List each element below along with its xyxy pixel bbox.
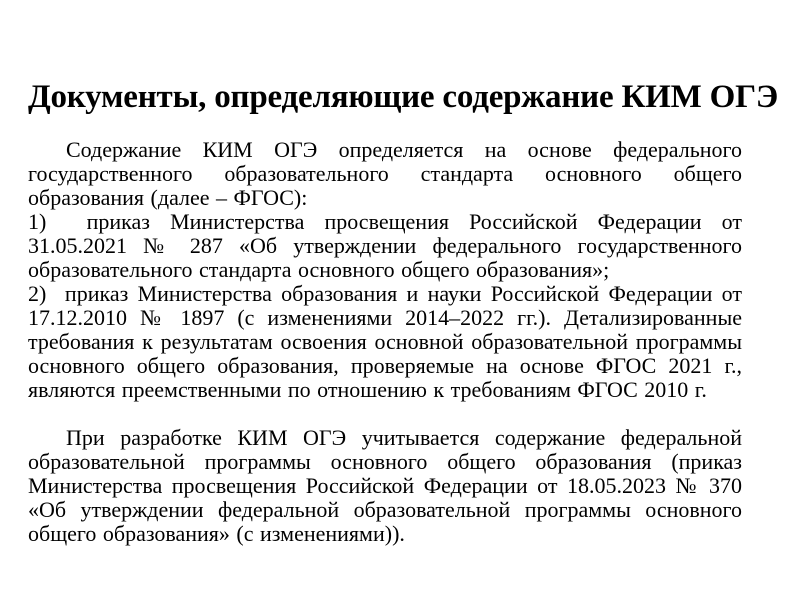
intro-paragraph: Содержание КИМ ОГЭ определяется на основе федерального государственного образовательного стандарта основного общего образования (далее – ФГОС): (28, 137, 742, 210)
page-title: Документы, определяющие содержание КИМ ОГЭ (28, 79, 779, 115)
list-item-2: 2) приказ Министерства образования и науки Российской Федерации от 17.12.2010 № 1897 (с изменениями 2014–2022 гг.). Детализированные требования к результатам освоения основной образовательной программы основного общего образования, проверяемые на основе ФГОС 2021 г., являются преемственными по отношению к требованиям ФГОС 2010 г. (28, 281, 742, 402)
slide-body (28, 138, 742, 546)
closing-paragraph: При разработке КИМ ОГЭ учитывается содержание федеральной образовательной программы основного общего образования (приказ Министерства просвещения Российской Федерации от 18.05.2023 № 370 «Об утверждении федеральной образовательной программы основного общего образования» (с изменениями)). (28, 425, 742, 546)
list-item-1: 1) приказ Министерства просвещения Российской Федерации от 31.05.2021 № 287 «Об утверждении федерального государственного образовательного стандарта основного общего образования»; (28, 209, 742, 282)
